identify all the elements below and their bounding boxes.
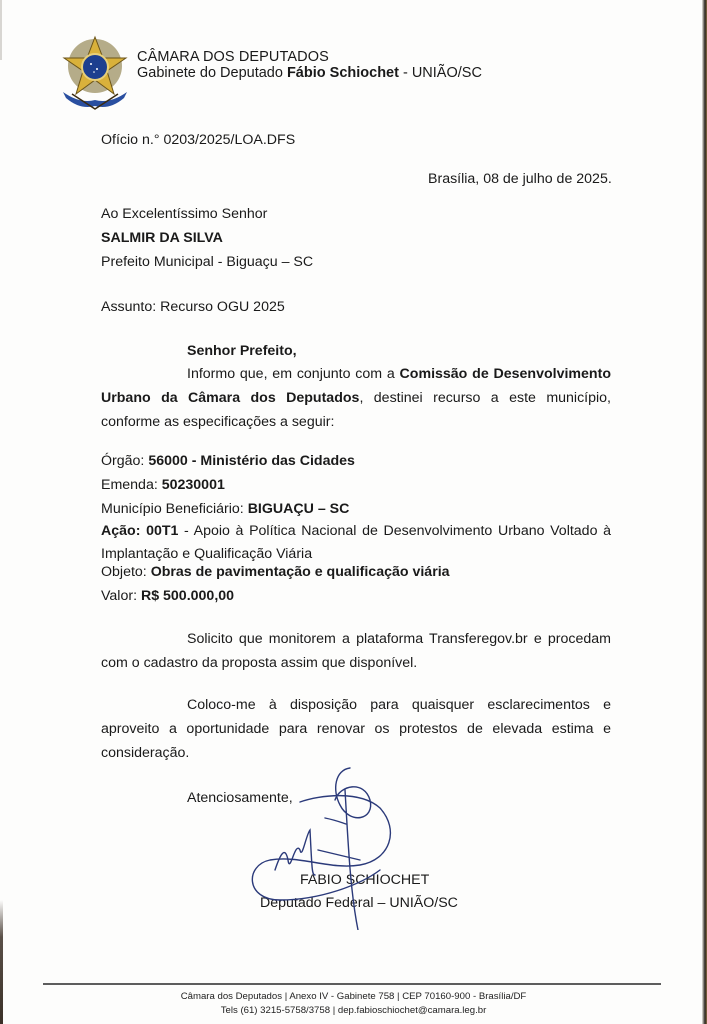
date-line: Brasília, 08 de julho de 2025. [428,171,612,187]
objeto-label: Objeto: [101,564,151,580]
p1-text-a: Informo que, em conjunto com a [187,366,400,382]
acao-label: Ação: [101,523,147,539]
brazil-coat-of-arms-icon [60,34,130,112]
footer-divider [43,983,661,985]
office-line [137,65,482,81]
acao-code: 00T1 [146,523,179,539]
emenda-value: 50230001 [161,477,225,493]
spec-orgao [101,453,355,469]
committee-name: Comissão de Desenvolvimento Urbano da Câmara dos Deputados [101,366,611,406]
municipio-label: Município Beneficiário: [101,501,248,517]
footer-contact: Tels (61) 3215-5758/3758 | dep.fabioschiochet@camara.leg.br [220,1005,487,1016]
scan-edge-right [702,0,707,1024]
body-paragraph-3 [101,693,611,765]
office-prefix: Gabinete do Deputado [137,65,287,81]
municipio-value: BIGUAÇU – SC [247,501,350,517]
body-paragraph-2 [101,627,611,675]
closing: Atenciosamente, [187,790,293,806]
acao-description: - Apoio à Política Nacional de Desenvolvimento Urbano Voltado à Implantação e Qualificação Viária [101,523,611,562]
handwritten-signature [240,760,410,930]
valor-value: R$ 500.000,00 [140,588,235,604]
p2-text: Solicito que monitorem a plataforma Transferegov.br e procedam com o cadastro da proposta assim que disponível. [101,631,611,671]
footer-address: Câmara dos Deputados | Anexo IV - Gabinete 758 | CEP 70160-900 - Brasília/DF [180,991,527,1002]
objeto-value: Obras de pavimentação e qualificação viária [150,564,450,580]
valor-label: Valor: [101,588,141,604]
spec-emenda [101,477,225,493]
spec-objeto [101,564,450,580]
signatory-name: FABIO SCHIOCHET [300,872,430,888]
spec-municipio [101,501,349,517]
deputy-name: Fábio Schiochet [286,65,399,81]
signatory-role: Deputado Federal – UNIÃO/SC [260,895,458,911]
orgao-value: 56000 - Ministério das Cidades [148,453,355,469]
scan-edge-left-top [0,0,2,60]
spec-acao [101,520,611,566]
p1-text-b: , destinei recurso a este município, conforme as especificações a seguir: [101,390,611,430]
p3-text: Coloco-me à disposição para quaisquer esclarecimentos e aproveito a oportunidade para renovar os protestos de elevada estima e consideração. [101,697,611,761]
recipient-salutation: Ao Excelentíssimo Senhor [101,206,268,222]
reference-number: Ofício n.° 0203/2025/LOA.DFS [101,132,296,148]
office-suffix: - UNIÃO/SC [398,65,482,81]
institution-name: CÂMARA DOS DEPUTADOS [137,49,329,65]
orgao-label: Órgão: [101,453,149,469]
subject-line: Assunto: Recurso OGU 2025 [101,299,285,315]
recipient-title: Prefeito Municipal - Biguaçu – SC [101,254,314,270]
body-paragraph-1 [101,362,611,434]
recipient-name: SALMIR DA SILVA [101,230,223,246]
greeting: Senhor Prefeito, [187,343,297,359]
spec-valor [101,588,234,604]
emenda-label: Emenda: [101,477,162,493]
